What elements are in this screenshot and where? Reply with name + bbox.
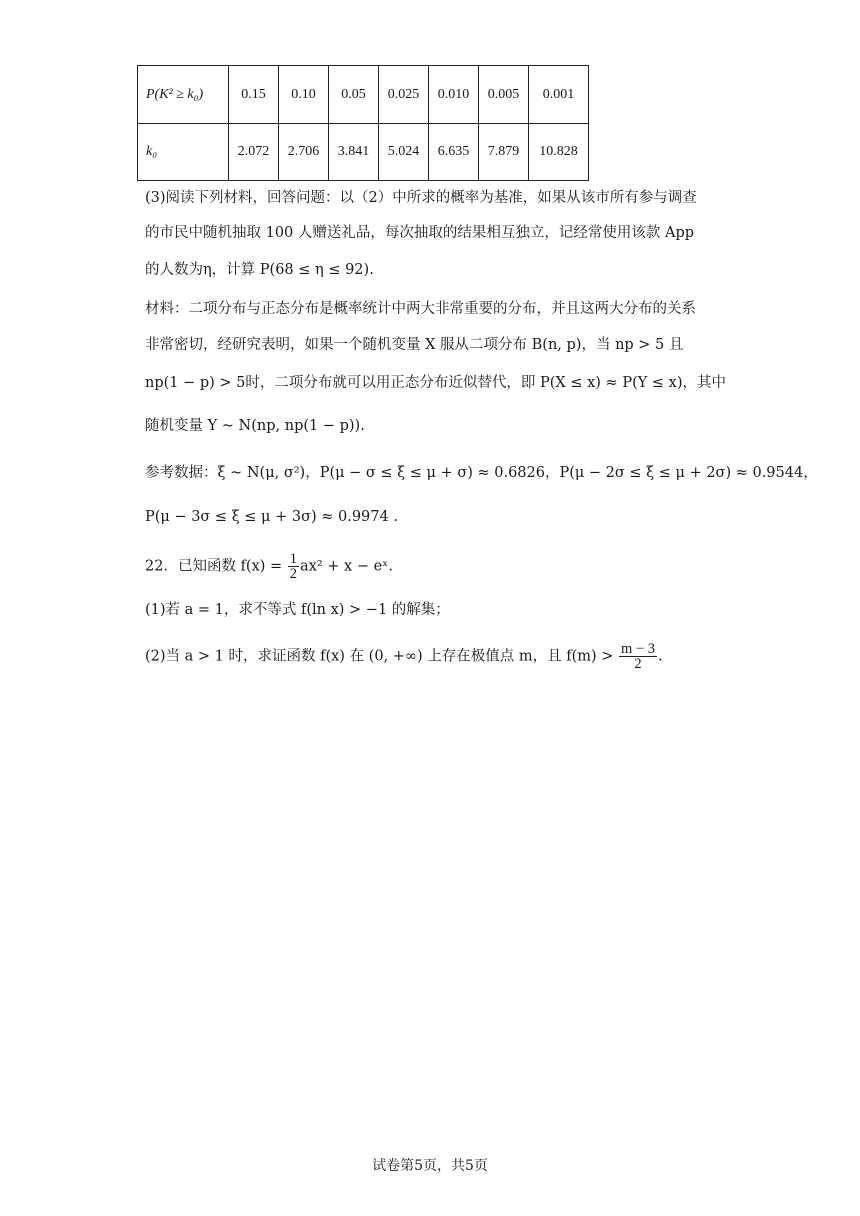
q3-text-line-2: 的市民中随机抽取 100 人赠送礼品，每次抽取的结果相互独立，记经常使用该款 App bbox=[145, 225, 695, 241]
table-header-k0: k₀ bbox=[138, 124, 229, 181]
material-line-1: 材料：二项分布与正态分布是概率统计中两大非常重要的分布，并且这两大分布的关系 bbox=[145, 301, 696, 317]
reference-data-line-2: P(μ − 3σ ≤ ξ ≤ μ + 3σ) ≈ 0.9974 . bbox=[145, 509, 398, 525]
question-22-part-2 bbox=[145, 642, 663, 671]
table-cell: 5.024 bbox=[379, 124, 429, 181]
table-cell: 7.879 bbox=[479, 124, 529, 181]
chi-square-critical-table bbox=[137, 65, 589, 181]
question-22-stem bbox=[145, 552, 393, 581]
fraction-denominator: 2 bbox=[634, 656, 642, 672]
question-22-part-1: (1)若 a = 1，求不等式 f(ln x) > −1 的解集； bbox=[145, 602, 450, 618]
table-cell: 0.001 bbox=[529, 66, 589, 124]
q22-part2-prefix: (2)当 a > 1 时，求证函数 f(x) 在 (0, +∞) 上存在极值点 m，且 f(m) > bbox=[145, 648, 619, 665]
fraction-m-minus-3-over-2 bbox=[619, 642, 657, 671]
fraction-denominator: 2 bbox=[289, 566, 298, 582]
reference-data-line-1: 参考数据：ξ ~ N(μ, σ²)，P(μ − σ ≤ ξ ≤ μ + σ) ≈ 0.6826，P(μ − 2σ ≤ ξ ≤ μ + 2σ) ≈ 0.9544， bbox=[145, 465, 818, 481]
table-cell: 0.025 bbox=[379, 66, 429, 124]
page-footer: 试卷第5页，共5页 bbox=[372, 1158, 488, 1174]
table-header-probability: P(K² ≥ k₀) bbox=[138, 66, 229, 124]
table-cell: 0.10 bbox=[279, 66, 329, 124]
fraction-one-half bbox=[288, 552, 299, 581]
table-cell: 10.828 bbox=[529, 124, 589, 181]
q3-text-line-3: 的人数为η，计算 P(68 ≤ η ≤ 92). bbox=[145, 262, 374, 278]
material-line-3: np(1 − p) > 5时，二项分布就可以用正态分布近似替代，即 P(X ≤ x) ≈ P(Y ≤ x)，其中 bbox=[145, 375, 727, 391]
table-cell: 6.635 bbox=[429, 124, 479, 181]
table-cell: 3.841 bbox=[329, 124, 379, 181]
material-line-4: 随机变量 Y ~ N(np, np(1 − p)). bbox=[145, 418, 365, 434]
q22-stem-prefix: 22．已知函数 f(x) = bbox=[145, 558, 287, 575]
table-cell: 2.706 bbox=[279, 124, 329, 181]
q22-part2-suffix: . bbox=[658, 648, 663, 665]
fraction-numerator: m − 3 bbox=[621, 641, 656, 657]
table-cell: 0.05 bbox=[329, 66, 379, 124]
fraction-numerator: 1 bbox=[289, 551, 298, 567]
q3-text-line-1: (3)阅读下列材料，回答问题：以（2）中所求的概率为基准，如果从该市所有参与调查 bbox=[145, 190, 697, 206]
table-cell: 2.072 bbox=[229, 124, 279, 181]
table-cell: 0.15 bbox=[229, 66, 279, 124]
table-row bbox=[138, 124, 589, 181]
table-row bbox=[138, 66, 589, 124]
table-cell: 0.010 bbox=[429, 66, 479, 124]
q22-stem-suffix: ax² + x − eˣ. bbox=[300, 558, 393, 575]
material-line-2: 非常密切，经研究表明，如果一个随机变量 X 服从二项分布 B(n, p)，当 np > 5 且 bbox=[145, 337, 684, 353]
table-cell: 0.005 bbox=[479, 66, 529, 124]
